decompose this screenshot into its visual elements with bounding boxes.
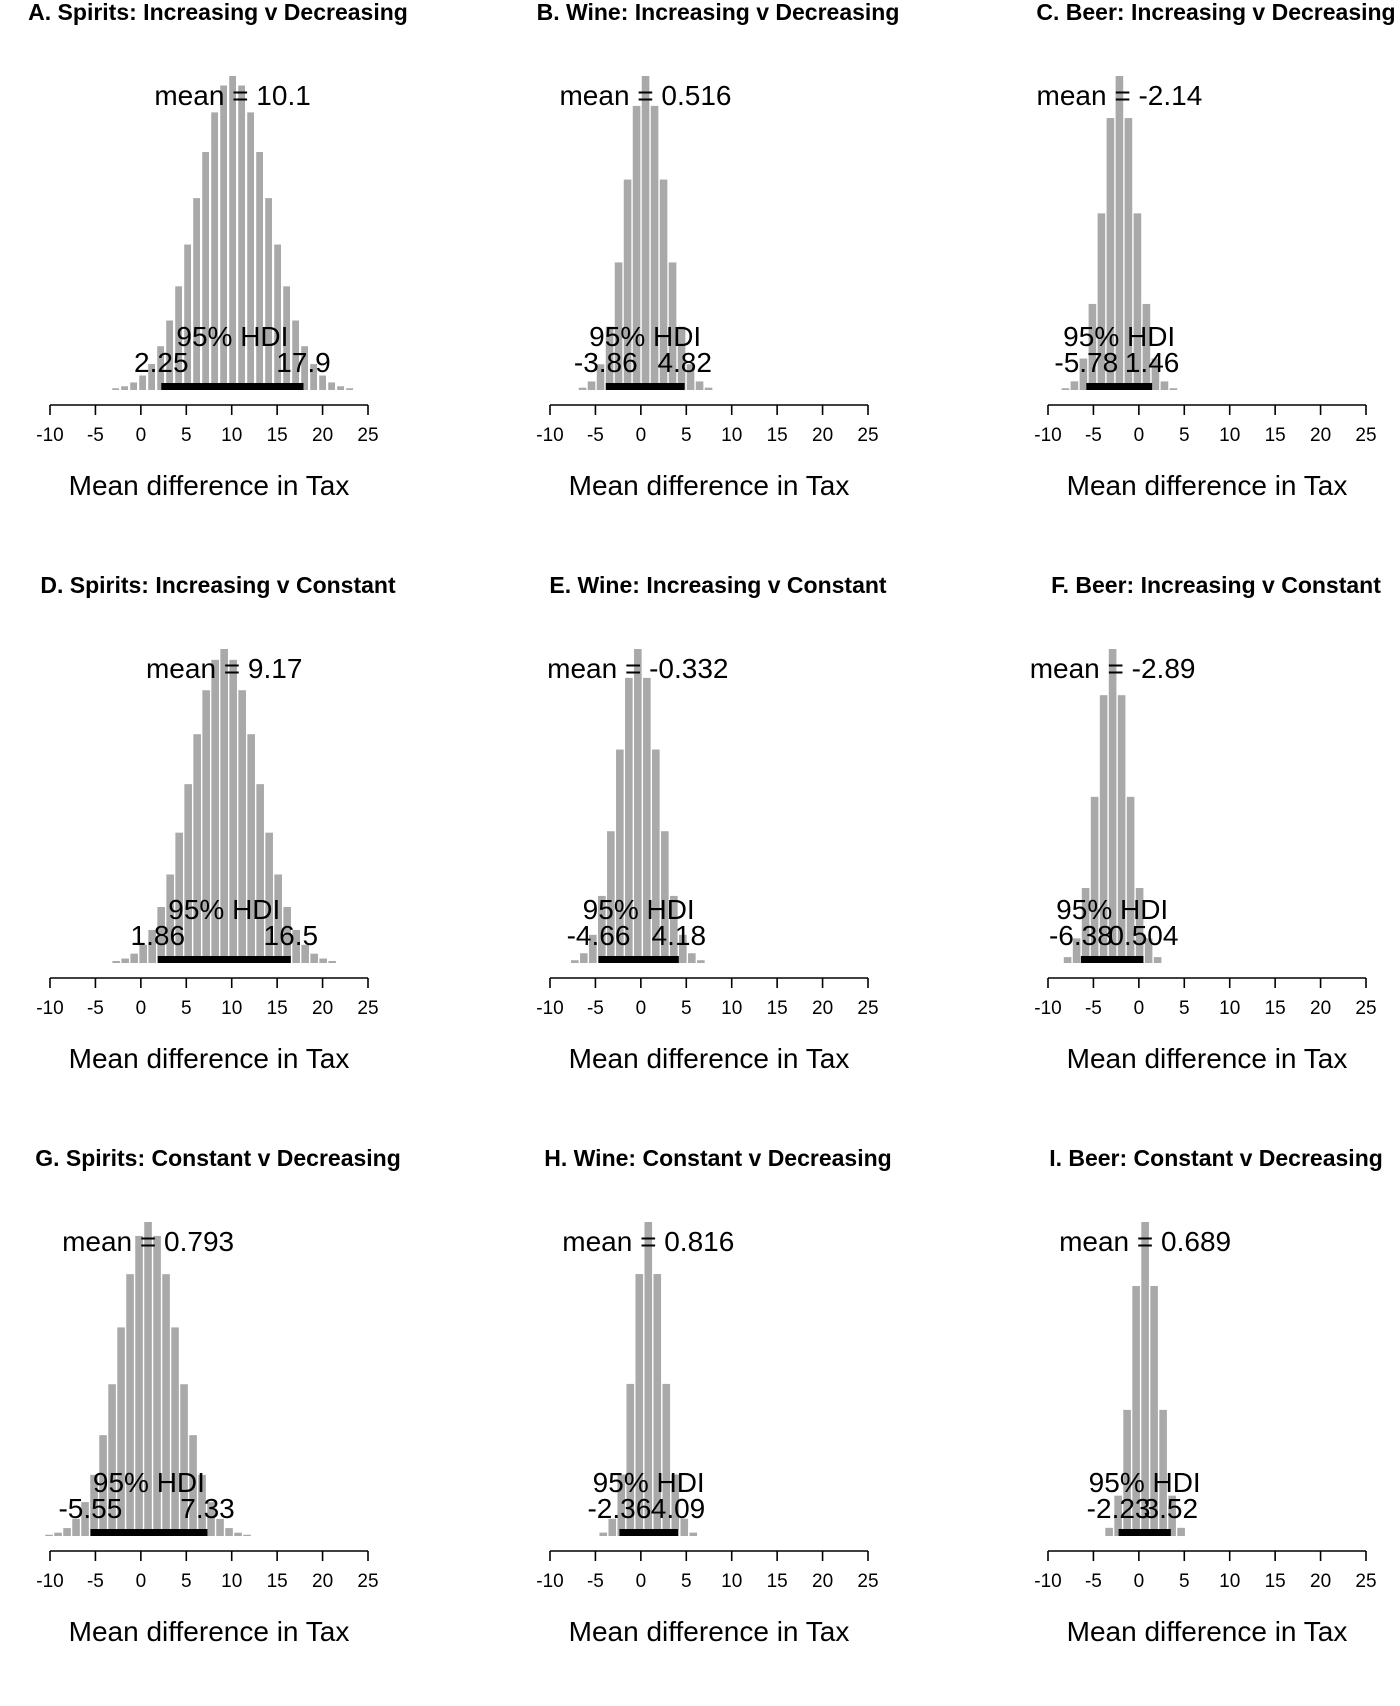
hdi-low-label: -5.55: [58, 1493, 123, 1524]
histogram-bar: [1064, 957, 1072, 963]
x-tick-label: 25: [857, 1571, 879, 1592]
histogram-bar: [193, 198, 200, 390]
x-tick-label: 10: [1219, 425, 1241, 446]
histogram-bar: [202, 152, 209, 390]
x-tick-label: -10: [36, 1571, 64, 1592]
histogram-panel: [500, 573, 940, 1133]
hdi-label: 95% HDI: [176, 321, 289, 352]
panel-title: E. Wine: Increasing v Constant: [549, 572, 887, 598]
histogram-bar: [599, 1533, 607, 1536]
histogram-svg: [500, 1146, 940, 1706]
x-tick-label: -5: [86, 425, 104, 446]
hdi-high-label: 17.9: [276, 347, 331, 378]
panel-title: I. Beer: Constant v Decreasing: [1049, 1145, 1383, 1171]
x-tick-label: 10: [221, 1571, 243, 1592]
hdi-high-label: 3.52: [1143, 1493, 1199, 1524]
x-tick-label: 15: [766, 425, 788, 446]
histogram-svg: [500, 0, 940, 560]
mean-label: mean = 0.793: [62, 1226, 235, 1257]
x-tick-label: 5: [680, 1571, 692, 1592]
x-tick-label: -10: [1034, 425, 1062, 446]
histogram-bar: [171, 1327, 179, 1536]
histogram-bar: [234, 1533, 242, 1536]
x-tick-label: 5: [680, 998, 692, 1019]
hdi-low-label: 2.25: [134, 347, 189, 378]
panel-title: G. Spirits: Constant v Decreasing: [35, 1145, 401, 1171]
hdi-low-label: -6.38: [1048, 920, 1113, 951]
mean-label: mean = 0.689: [1059, 1226, 1232, 1257]
x-tick-label: 0: [635, 998, 647, 1019]
histogram-svg: [0, 1146, 440, 1706]
histogram-bar: [689, 1533, 697, 1536]
x-tick-label: -10: [1034, 998, 1062, 1019]
x-tick-label: 0: [135, 998, 147, 1019]
hdi-high-label: 4.09: [650, 1493, 706, 1524]
x-axis-label: Mean difference in Tax: [568, 1616, 850, 1647]
x-tick-label: 20: [812, 1571, 834, 1592]
x-tick-label: 5: [680, 425, 692, 446]
x-tick-label: 20: [812, 998, 834, 1019]
x-tick-label: 0: [135, 425, 147, 446]
panel-title: F. Beer: Increasing v Constant: [1051, 572, 1381, 598]
histogram-bar: [705, 388, 713, 390]
mean-label: mean = -2.89: [1029, 653, 1196, 684]
hdi-low-label: 1.86: [130, 920, 186, 951]
x-tick-label: 10: [721, 425, 743, 446]
x-tick-label: -5: [586, 1571, 604, 1592]
x-tick-label: 20: [312, 1571, 334, 1592]
histogram-bar: [580, 953, 588, 963]
x-tick-label: 0: [1133, 1571, 1145, 1592]
histogram-bar: [256, 152, 263, 390]
histogram-bar: [112, 961, 120, 963]
x-tick-label: -10: [1034, 1571, 1062, 1592]
histogram-panel: [998, 1146, 1400, 1706]
histogram-bar: [337, 386, 344, 390]
x-tick-label: 10: [221, 425, 243, 446]
hdi-bar: [599, 956, 679, 963]
x-tick-label: 15: [766, 998, 788, 1019]
histogram-bar: [225, 1528, 233, 1536]
x-tick-label: 15: [266, 1571, 288, 1592]
x-tick-label: 15: [1264, 1571, 1286, 1592]
histogram-bar: [1071, 381, 1079, 390]
x-tick-label: 15: [266, 425, 288, 446]
mean-label: mean = 9.17: [145, 653, 303, 684]
histogram-bar: [1177, 1528, 1185, 1536]
histogram-bar: [1062, 388, 1070, 390]
panel-title: H. Wine: Constant v Decreasing: [544, 1145, 892, 1171]
histogram-bar: [319, 959, 327, 963]
x-tick-label: 20: [1310, 1571, 1332, 1592]
hdi-high-label: 0.504: [1108, 920, 1179, 951]
histogram-svg: [0, 573, 440, 1133]
x-tick-label: -10: [36, 998, 64, 1019]
hdi-label: 95% HDI: [1063, 321, 1176, 352]
x-tick-label: 0: [635, 1571, 647, 1592]
x-tick-label: 20: [812, 425, 834, 446]
histogram-bar: [571, 960, 579, 963]
panel-title: A. Spirits: Increasing v Decreasing: [28, 0, 408, 25]
hdi-low-label: -5.78: [1054, 347, 1119, 378]
histogram-panel: [500, 1146, 940, 1706]
histogram-panel: [998, 0, 1400, 560]
x-tick-label: 20: [312, 425, 334, 446]
x-tick-label: 0: [135, 1571, 147, 1592]
x-axis-label: Mean difference in Tax: [568, 470, 850, 501]
x-tick-label: -5: [586, 425, 604, 446]
x-tick-label: 25: [1355, 998, 1377, 1019]
hdi-bar: [1119, 1529, 1171, 1536]
histogram-bar: [696, 381, 704, 390]
x-tick-label: -5: [86, 998, 104, 1019]
histogram-bar: [697, 960, 705, 963]
panel-title: D. Spirits: Increasing v Constant: [40, 572, 396, 598]
x-tick-label: 20: [1310, 998, 1332, 1019]
histogram-svg: [0, 0, 440, 560]
x-tick-label: -5: [1084, 1571, 1102, 1592]
hdi-label: 95% HDI: [92, 1467, 205, 1498]
hdi-low-label: -2.23: [1086, 1493, 1151, 1524]
x-axis-label: Mean difference in Tax: [568, 1043, 850, 1074]
histogram-bar: [193, 734, 201, 963]
histogram-svg: [998, 1146, 1400, 1706]
mean-label: mean = -2.14: [1036, 80, 1203, 111]
x-tick-label: 0: [1133, 425, 1145, 446]
histogram-bar: [265, 198, 272, 390]
histogram-bar: [63, 1528, 71, 1536]
histogram-bar: [247, 734, 255, 963]
hdi-low-label: -2.36: [587, 1493, 652, 1524]
mean-label: mean = 0.816: [562, 1226, 735, 1257]
x-tick-label: 15: [766, 1571, 788, 1592]
x-tick-label: 5: [1178, 1571, 1190, 1592]
histogram-panel: [0, 0, 440, 560]
histogram-bar: [45, 1535, 53, 1536]
hdi-bar: [606, 383, 685, 390]
hdi-label: 95% HDI: [582, 894, 695, 925]
histogram-panel: [998, 573, 1400, 1133]
histogram-bar: [1170, 388, 1178, 390]
hdi-high-label: 7.33: [180, 1493, 235, 1524]
x-tick-label: 25: [357, 998, 379, 1019]
x-tick-label: -10: [536, 1571, 564, 1592]
hdi-high-label: 4.82: [657, 347, 712, 378]
histogram-bar: [1161, 381, 1169, 390]
panel-title: B. Wine: Increasing v Decreasing: [536, 0, 900, 25]
x-tick-label: 5: [1178, 425, 1190, 446]
mean-label: mean = -0.332: [547, 653, 729, 684]
panel-title: C. Beer: Increasing v Decreasing: [1036, 0, 1396, 25]
hdi-label: 95% HDI: [589, 321, 702, 352]
x-tick-label: -5: [586, 998, 604, 1019]
histogram-panel: [0, 1146, 440, 1706]
x-tick-label: 25: [857, 425, 879, 446]
hdi-bar: [161, 383, 303, 390]
x-tick-label: 15: [1264, 998, 1286, 1019]
x-tick-label: 25: [1355, 425, 1377, 446]
histogram-bar: [579, 388, 587, 390]
x-tick-label: 5: [180, 1571, 192, 1592]
hdi-bar: [619, 1529, 678, 1536]
x-tick-label: 15: [266, 998, 288, 1019]
hdi-low-label: -4.66: [566, 920, 631, 951]
mean-label: mean = 10.1: [154, 80, 311, 111]
histogram-bar: [328, 961, 336, 963]
x-tick-label: 25: [1355, 1571, 1377, 1592]
x-axis-label: Mean difference in Tax: [1066, 1043, 1348, 1074]
x-tick-label: 10: [1219, 998, 1241, 1019]
x-tick-label: 20: [312, 998, 334, 1019]
x-axis-label: Mean difference in Tax: [1066, 1616, 1348, 1647]
hdi-bar: [158, 956, 291, 963]
histogram-svg: [998, 573, 1400, 1133]
x-tick-label: -10: [36, 425, 64, 446]
histogram-bar: [130, 382, 137, 390]
histogram-bar: [121, 386, 128, 390]
hdi-label: 95% HDI: [168, 894, 281, 925]
mean-label: mean = 0.516: [559, 80, 732, 111]
histogram-panel: [0, 573, 440, 1133]
histogram-bar: [588, 381, 596, 390]
histogram-bar: [688, 953, 696, 963]
histogram-bar: [328, 382, 335, 390]
hdi-high-label: 1.46: [1124, 347, 1180, 378]
x-tick-label: -5: [86, 1571, 104, 1592]
x-axis-label: Mean difference in Tax: [1066, 470, 1348, 501]
histogram-bar: [346, 388, 353, 390]
histogram-bar: [1105, 1528, 1113, 1536]
x-axis-label: Mean difference in Tax: [68, 1616, 350, 1647]
hdi-label: 95% HDI: [592, 1467, 705, 1498]
histogram-bar: [243, 1535, 251, 1536]
hdi-high-label: 16.5: [263, 920, 319, 951]
x-tick-label: -5: [1084, 425, 1102, 446]
x-tick-label: 10: [721, 1571, 743, 1592]
x-tick-label: 25: [857, 998, 879, 1019]
hdi-bar: [90, 1529, 207, 1536]
histogram-bar: [121, 959, 129, 963]
hdi-bar: [1086, 383, 1152, 390]
x-tick-label: -10: [536, 998, 564, 1019]
hdi-bar: [1081, 956, 1144, 963]
hdi-low-label: -3.86: [573, 347, 638, 378]
histogram-bar: [184, 784, 192, 963]
x-tick-label: 20: [1310, 425, 1332, 446]
histogram-bar: [54, 1533, 62, 1536]
x-tick-label: -5: [1084, 998, 1102, 1019]
hdi-label: 95% HDI: [1088, 1467, 1201, 1498]
histogram-bar: [1154, 957, 1162, 963]
histogram-panel: [500, 0, 940, 560]
x-axis-label: Mean difference in Tax: [68, 1043, 350, 1074]
x-tick-label: 15: [1264, 425, 1286, 446]
hdi-high-label: 4.18: [651, 920, 707, 951]
histogram-svg: [500, 573, 940, 1133]
histogram-svg: [998, 0, 1400, 560]
histogram-bar: [112, 388, 119, 390]
hdi-label: 95% HDI: [1056, 894, 1169, 925]
x-axis-label: Mean difference in Tax: [68, 470, 350, 501]
histogram-bar: [130, 954, 138, 963]
x-tick-label: 10: [721, 998, 743, 1019]
x-tick-label: 10: [221, 998, 243, 1019]
histogram-bar: [310, 954, 318, 963]
x-tick-label: 5: [1178, 998, 1190, 1019]
x-tick-label: 25: [357, 1571, 379, 1592]
x-tick-label: 10: [1219, 1571, 1241, 1592]
x-tick-label: 0: [635, 425, 647, 446]
x-tick-label: 25: [357, 425, 379, 446]
x-tick-label: 5: [180, 425, 192, 446]
x-tick-label: 5: [180, 998, 192, 1019]
x-tick-label: -10: [536, 425, 564, 446]
x-tick-label: 0: [1133, 998, 1145, 1019]
